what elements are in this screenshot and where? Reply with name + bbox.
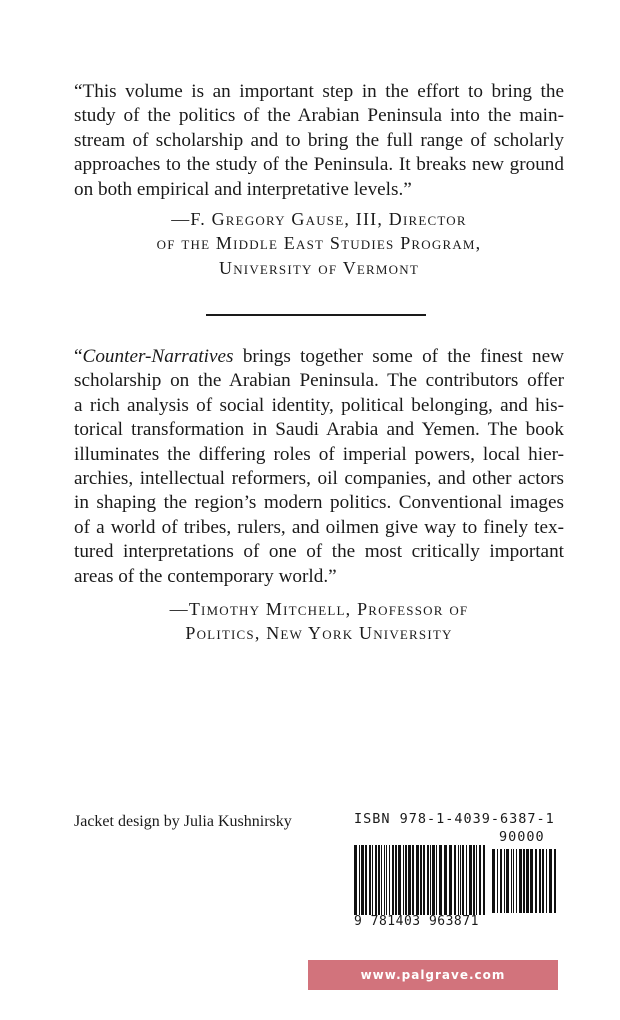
divider-rule [206,314,426,316]
quote-2-line: archies, intellectual reformers, oil companies, and other actors [74,468,564,490]
attribution-line: University of Vermont [219,257,419,278]
barcode-digits: 9 781403 963871 [354,914,479,929]
quote-1-line: on both empirical and interpretative levels.” [74,178,412,200]
attribution-line: Politics, New York University [185,623,453,644]
quote-2-line-rest: brings together some of the finest new [233,346,564,367]
attribution-line: of the Middle East Studies Program, [156,233,482,254]
price-code: 90000 [499,829,545,845]
website-banner[interactable] [308,960,558,990]
quote-1-attribution [74,207,564,280]
open-quote: “ [74,346,83,367]
quote-1 [74,80,564,202]
quote-2-line: in shaping the region’s modern politics. Conventional images [74,492,564,514]
quote-2-attribution [74,597,564,646]
isbn-barcode [354,811,564,929]
barcode-bars [354,845,486,915]
book-title: Counter-Narratives [82,346,234,367]
quote-1-line: approaches to the study of the Peninsula. It breaks new ground [74,154,564,176]
quote-2-line: areas of the contemporary world.” [74,565,337,587]
isbn-label: ISBN 978-1-4039-6387-1 [354,811,555,827]
quote-2 [74,345,564,589]
quote-2-line [74,345,564,369]
quote-1-line: stream of scholarship and to bring the full range of scholarly [74,129,564,151]
jacket-credit: Jacket design by Julia Kushnirsky [74,813,292,830]
price-barcode-bars [492,849,558,913]
quote-2-line: a rich analysis of social identity, political belonging, and his- [74,394,564,416]
quote-2-line: scholarship on the Arabian Peninsula. The contributors offer [74,370,564,392]
quote-2-line: of a world of tribes, rulers, and oilmen give way to finely tex- [74,516,564,538]
quote-2-line: illuminates the differing roles of imperial powers, local hier- [74,443,564,465]
quote-2-line: torical transformation in Saudi Arabia and Yemen. The book [74,419,564,441]
quote-1-line: “This volume is an important step in the effort to bring the [74,81,564,102]
quote-1-line: study of the politics of the Arabian Peninsula into the main- [74,105,564,127]
attribution-line: —F. Gregory Gause, III, Director [171,209,467,229]
website-link[interactable]: www.palgrave.com [360,968,506,982]
quote-2-line: tured interpretations of one of the most critically important [74,541,564,563]
attribution-line: —Timothy Mitchell, Professor of [169,599,469,619]
